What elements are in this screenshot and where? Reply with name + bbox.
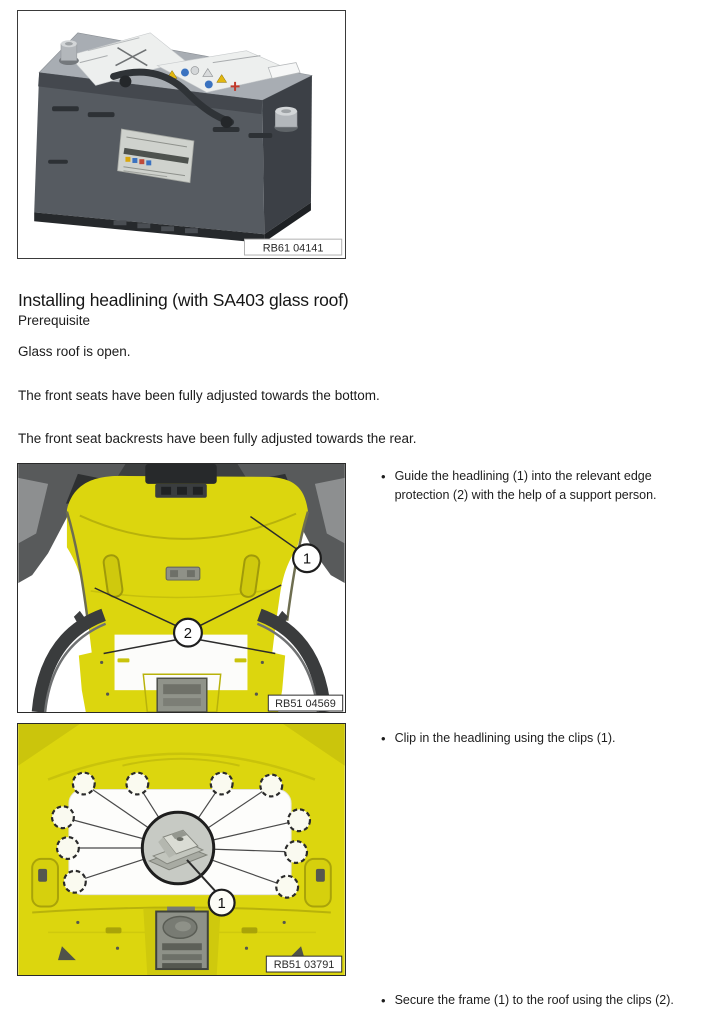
section-subtitle: Prerequisite [18,313,91,328]
prerequisite-text: Glass roof is open. [18,344,131,359]
battery-illustration [18,11,345,258]
figure-ref-label: RB51 04569 [275,698,336,711]
rear-module [157,678,207,712]
callout-1-number: 1 [217,896,226,913]
step-clip-headlining [381,729,707,749]
callout-2-number: 2 [183,626,193,643]
rear-module [143,907,220,975]
bullet-icon: • [381,993,386,1008]
battery-terminal-right [274,107,298,132]
step-guide-headlining [381,467,707,506]
figure-ref-label: RB61 04141 [262,242,324,255]
figure-headlining-guide [17,463,346,713]
step-text: Guide the headlining (1) into the relevant edge protection (2) with the help of a support person. [394,469,657,503]
prerequisite-text: The front seats have been fully adjusted towards the bottom. [18,388,380,403]
clip-detail-inset [142,812,213,883]
figure-ref-label: RB51 03791 [273,959,335,972]
page-title: Installing headlining (with SA403 glass roof) [18,290,349,310]
center-connector [166,567,200,580]
step-text: Clip in the headlining using the clips (1). [394,731,616,745]
sunroof-module [145,464,216,498]
pillar-left [32,859,58,907]
figure-battery [17,10,346,259]
headlining-guide-illustration [18,464,345,712]
pillar-right [305,859,331,907]
callout-1-number: 1 [302,551,312,568]
headlining-clips-illustration [18,724,345,975]
battery-terminal-left [59,40,79,65]
bullet-icon: • [381,469,386,484]
figure-headlining-clips [17,723,346,976]
bullet-icon: • [381,731,386,746]
step-text: Secure the frame (1) to the roof using the clips (2). [394,993,674,1007]
prerequisite-text: The front seat backrests have been fully adjusted towards the rear. [18,431,417,446]
step-secure-frame [381,991,707,1011]
